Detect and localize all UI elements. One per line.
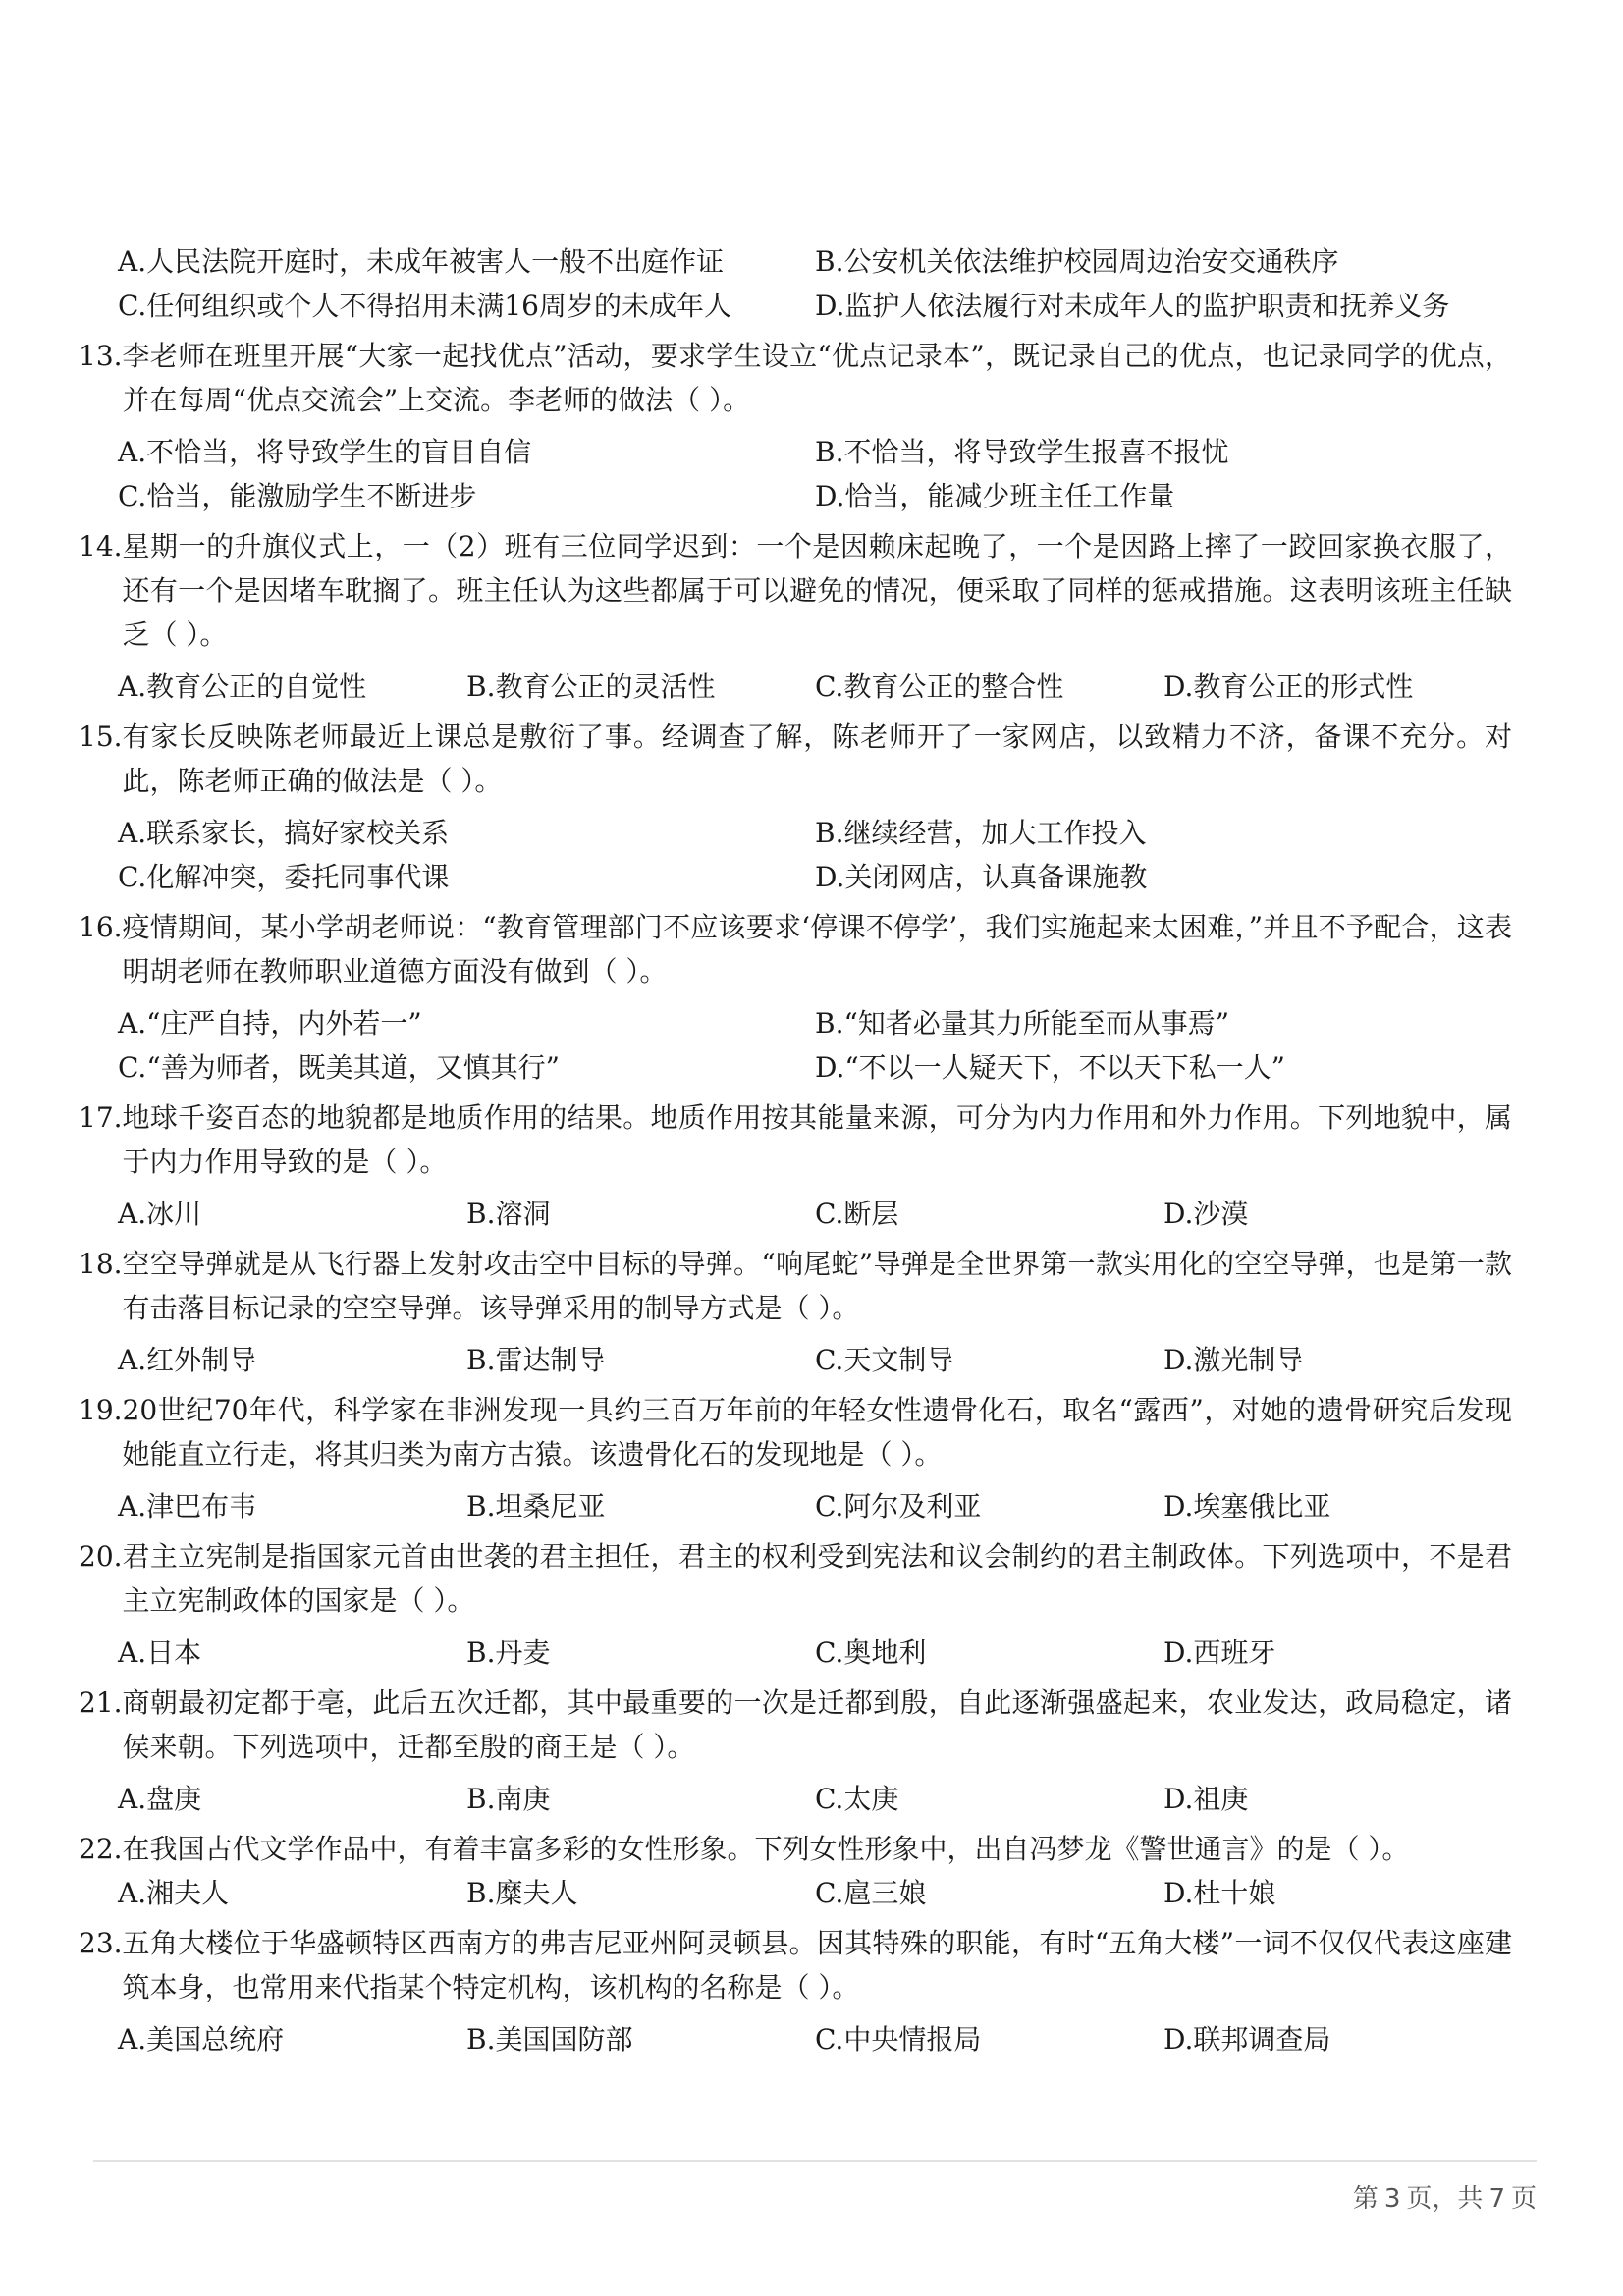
option-row (118, 2017, 1512, 2061)
option-d: D.激光制导 (1163, 1344, 1304, 1376)
question-text: 20世纪70年代，科学家在非洲发现一具约三百万年前的年轻女性遗骨化石，取名“露西”，对她的遗骨研究后发现她能直立行走，将其归类为南方古猿。该遗骨化石的发现地是（ ）。 (122, 1394, 1512, 1470)
question-18 (79, 1242, 1512, 1382)
question-21 (79, 1681, 1512, 1821)
question-text: 五角大楼位于华盛顿特区西南方的弗吉尼亚州阿灵顿县。因其特殊的职能，有时“五角大楼”一词不仅仅代表这座建筑本身，也常用来代指某个特定机构，该机构的名称是（ ）。 (122, 1927, 1512, 2003)
option-d: D.联邦调查局 (1163, 2023, 1331, 2056)
question-23 (79, 1921, 1512, 2061)
option-c: C.扈三娘 (815, 1877, 927, 1909)
options (79, 1871, 1512, 1915)
current-page: 3 (1383, 2184, 1401, 2214)
option-b: B.雷达制导 (466, 1344, 606, 1376)
option-d: D.沙漠 (1163, 1198, 1249, 1230)
option-c: C.化解冲突，委托同事代课 (118, 861, 450, 893)
question-number: 17. (79, 1101, 123, 1134)
options (79, 1484, 1512, 1528)
question-stem (79, 715, 1512, 803)
question-text: 疫情期间，某小学胡老师说：“教育管理部门不应该要求‘停课不停学’，我们实施起来太困难，”并且不予配合，这表明胡老师在教师职业道德方面没有做到（ ）。 (122, 911, 1512, 988)
question-number: 18. (79, 1248, 123, 1280)
question-17 (79, 1095, 1512, 1236)
question-number: 16. (79, 911, 123, 943)
option-c: C.阿尔及利亚 (815, 1490, 982, 1522)
option-d: D.“不以一人疑天下，不以天下私一人” (815, 1051, 1285, 1084)
options (79, 665, 1512, 709)
question-number: 15. (79, 721, 123, 753)
option-row (118, 855, 1512, 899)
option-d: D.杜十娘 (1163, 1877, 1276, 1909)
question-number: 22. (79, 1833, 123, 1865)
option-d: D.监护人依法履行对未成年人的监护职责和抚养义务 (815, 290, 1450, 322)
option-b: B.溶洞 (466, 1198, 551, 1230)
option-row (118, 1338, 1512, 1382)
options (79, 1777, 1512, 1821)
option-row (118, 1777, 1512, 1821)
question-list (79, 240, 1512, 2061)
option-a: A.津巴布韦 (118, 1490, 257, 1522)
option-row (118, 240, 1512, 284)
options (79, 811, 1512, 899)
option-row (118, 1001, 1512, 1045)
options (79, 1630, 1512, 1675)
carryover-options (79, 240, 1512, 328)
question-number: 21. (79, 1686, 123, 1719)
question-number: 23. (79, 1927, 123, 1959)
question-15 (79, 715, 1512, 899)
option-a: A.日本 (118, 1636, 202, 1669)
question-stem (79, 1681, 1512, 1769)
option-d: D.埃塞俄比亚 (1163, 1490, 1331, 1522)
question-number: 14. (79, 530, 123, 562)
option-row (118, 1484, 1512, 1528)
question-number: 19. (79, 1394, 123, 1426)
question-stem (79, 1242, 1512, 1330)
option-b: B.继续经营，加大工作投入 (815, 817, 1147, 849)
question-stem (79, 524, 1512, 657)
option-b: B.南庚 (466, 1783, 551, 1815)
question-stem (79, 1095, 1512, 1184)
option-row (118, 665, 1512, 709)
question-stem (79, 1388, 1512, 1476)
question-text: 空空导弹就是从飞行器上发射攻击空中目标的导弹。“响尾蛇”导弹是全世界第一款实用化的空空导弹，也是第一款有击落目标记录的空空导弹。该导弹采用的制导方式是（ ）。 (122, 1248, 1512, 1324)
options (79, 1192, 1512, 1236)
option-row (118, 1630, 1512, 1675)
footer-divider (93, 2160, 1537, 2162)
question-stem (79, 1827, 1512, 1871)
option-c: C.中央情报局 (815, 2023, 982, 2056)
option-d: D.恰当，能减少班主任工作量 (815, 480, 1175, 512)
option-row (118, 811, 1512, 855)
option-a: A.联系家长，搞好家校关系 (118, 817, 450, 849)
option-row (118, 284, 1512, 328)
option-d: D.教育公正的形式性 (1163, 670, 1414, 703)
option-d: D.祖庚 (1163, 1783, 1249, 1815)
question-number: 13. (79, 340, 123, 372)
option-c: C.太庚 (815, 1783, 899, 1815)
option-a: A.冰川 (118, 1198, 202, 1230)
question-text: 在我国古代文学作品中，有着丰富多彩的女性形象。下列女性形象中，出自冯梦龙《警世通言》的是（ ）。 (122, 1833, 1410, 1865)
option-b: B.坦桑尼亚 (466, 1490, 606, 1522)
option-b: B.教育公正的灵活性 (466, 670, 716, 703)
option-b: B.公安机关依法维护校园周边治安交通秩序 (815, 245, 1339, 278)
question-13 (79, 334, 1512, 518)
question-text: 星期一的升旗仪式上，一（2）班有三位同学迟到：一个是因赖床起晚了，一个是因路上摔了一跤回家换衣服了，还有一个是因堵车耽搁了。班主任认为这些都属于可以避免的情况，便采取了同样的惩戒措施。这表明该班主任缺乏（ ）。 (122, 530, 1512, 651)
page-prefix: 第 (1352, 2184, 1379, 2214)
question-stem (79, 334, 1512, 422)
total-pages: 7 (1488, 2184, 1505, 2214)
option-c: C.任何组织或个人不得招用未满16周岁的未成年人 (118, 290, 731, 322)
options (79, 1001, 1512, 1090)
option-c: C.天文制导 (815, 1344, 954, 1376)
question-14 (79, 524, 1512, 709)
options (79, 1338, 1512, 1382)
question-text: 有家长反映陈老师最近上课总是敷衍了事。经调查了解，陈老师开了一家网店，以致精力不济，备课不充分。对此，陈老师正确的做法是（ ）。 (122, 721, 1512, 797)
option-d: D.西班牙 (1163, 1636, 1276, 1669)
option-b: B.糜夫人 (466, 1877, 578, 1909)
option-b: B.美国国防部 (466, 2023, 633, 2056)
question-text: 商朝最初定都于亳，此后五次迁都，其中最重要的一次是迁都到殷，自此逐渐强盛起来，农业发达，政局稳定，诸侯来朝。下列选项中，迁都至殷的商王是（ ）。 (122, 1686, 1512, 1763)
page-number (1353, 2179, 1537, 2218)
option-b: B.“知者必量其力所能至而从事焉” (815, 1007, 1230, 1040)
option-a: A.不恰当，将导致学生的盲目自信 (118, 436, 532, 468)
option-a: A.湘夫人 (118, 1877, 230, 1909)
option-b: B.不恰当，将导致学生报喜不报忧 (815, 436, 1229, 468)
option-c: C.“善为师者，既美其道，又慎其行” (118, 1051, 560, 1084)
question-stem (79, 905, 1512, 993)
question-19 (79, 1388, 1512, 1528)
option-c: C.断层 (815, 1198, 899, 1230)
option-a: A.美国总统府 (118, 2023, 285, 2056)
option-a: A.盘庚 (118, 1783, 202, 1815)
question-stem (79, 1921, 1512, 2009)
option-b: B.丹麦 (466, 1636, 551, 1669)
option-a: A.“庄严自持，内外若一” (118, 1007, 422, 1040)
option-row (118, 474, 1512, 518)
question-16 (79, 905, 1512, 1090)
options (79, 430, 1512, 518)
question-stem (79, 1534, 1512, 1623)
options (79, 2017, 1512, 2061)
option-row (118, 1871, 1512, 1915)
question-text: 李老师在班里开展“大家一起找优点”活动，要求学生设立“优点记录本”，既记录自己的优点，也记录同学的优点，并在每周“优点交流会”上交流。李老师的做法（ ）。 (122, 340, 1512, 416)
option-row (118, 1192, 1512, 1236)
option-row (118, 430, 1512, 474)
question-number: 20. (79, 1540, 123, 1573)
question-22 (79, 1827, 1512, 1915)
question-20 (79, 1534, 1512, 1675)
option-c: C.奥地利 (815, 1636, 927, 1669)
option-a: A.人民法院开庭时，未成年被害人一般不出庭作证 (118, 245, 725, 278)
option-a: A.红外制导 (118, 1344, 257, 1376)
option-row (118, 1045, 1512, 1090)
option-a: A.教育公正的自觉性 (118, 670, 367, 703)
question-text: 君主立宪制是指国家元首由世袭的君主担任，君主的权利受到宪法和议会制约的君主制政体。下列选项中，不是君主立宪制政体的国家是（ ）。 (122, 1540, 1512, 1617)
question-text: 地球千姿百态的地貌都是地质作用的结果。地质作用按其能量来源，可分为内力作用和外力作用。下列地貌中，属于内力作用导致的是（ ）。 (122, 1101, 1512, 1178)
option-d: D.关闭网店，认真备课施教 (815, 861, 1148, 893)
page-suffix: 页 (1510, 2184, 1537, 2214)
page-middle: 页，共 (1406, 2184, 1484, 2214)
option-c: C.恰当，能激励学生不断进步 (118, 480, 477, 512)
option-c: C.教育公正的整合性 (815, 670, 1064, 703)
